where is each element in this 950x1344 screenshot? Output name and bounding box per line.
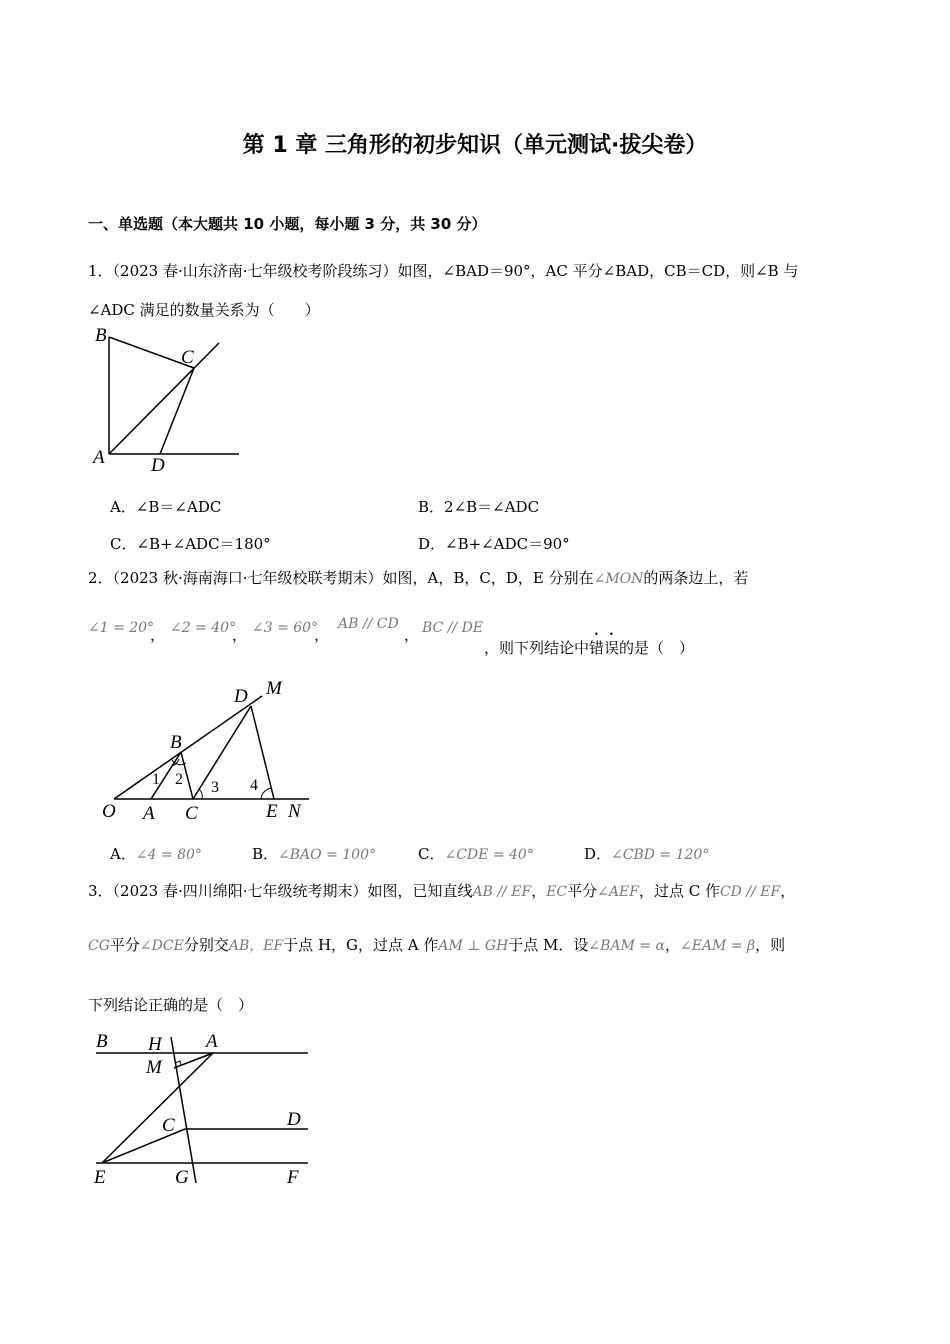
q3-label-c: C [162,1115,175,1136]
q2-option-b[interactable]: B．∠BAO = 100° [252,845,376,863]
q2-emphasis: 错误 [589,639,620,657]
q2-label-a: A [143,803,155,824]
q3-label-d: D [287,1109,301,1130]
q3-stem-line3: 下列结论正确的是（ ） [88,996,254,1014]
q3-label-m: M [146,1057,162,1078]
q1-line-cd [160,368,194,454]
q3-figure [90,1025,320,1195]
q1-figure [88,322,258,477]
q3-label-b: B [96,1031,108,1052]
q2-condition-3: ∠3 = 60° [252,620,319,636]
q3-label-g: G [175,1167,189,1188]
q2-stem-tail: ，则下列结论中错误的是（ ） [484,639,695,657]
q3-line-am [174,1053,213,1068]
q1-label-a: A [93,447,105,468]
q2-figure [96,672,316,827]
q3-label-a: A [206,1031,218,1052]
q1-stem-line1: 1．（2023 春·山东济南·七年级校考阶段练习）如图，∠BAD＝90°，AC 平分∠BAD，CB＝CD，则∠B 与 [88,262,799,280]
q1-option-c[interactable]: C．∠B+∠ADC＝180° [110,535,271,553]
q2-sep-4: ， [404,626,420,644]
q2-label-b: B [170,732,182,753]
q2-stem-text-end: 的两条边上，若 [643,569,749,587]
q2-label-angle-3: 3 [211,779,219,796]
section-heading: 一、单选题（本大题共 10 小题，每小题 3 分，共 30 分） [88,215,487,233]
q2-option-c[interactable]: C．∠CDE = 40° [418,845,534,863]
q2-angle-3-arc [199,789,202,799]
q3-stem-line1: 3．（2023 春·四川绵阳·七年级统考期末）如图，已知直线AB // EF，EC平分∠AEF，过点 C 作CD // EF， [88,882,796,900]
q1-stem-line2: ∠ADC 满足的数量关系为（ ） [88,301,320,319]
q2-condition-1: ∠1 = 20° [88,620,155,636]
q1-label-c: C [181,347,194,368]
q2-label-angle-2: 2 [175,771,183,788]
q1-option-d[interactable]: D．∠B+∠ADC＝90° [418,535,570,553]
q2-stem-line1 [88,567,748,588]
q3-label-h: H [148,1034,162,1055]
q1-option-b[interactable]: B．2∠B＝∠ADC [418,498,540,516]
q2-condition-4: AB // CD [338,616,399,632]
q1-line-ac [109,343,219,454]
q2-angle-mon: ∠MON [593,571,644,587]
q2-label-e: E [266,801,278,822]
q3-line-hg [171,1037,196,1183]
q2-option-d[interactable]: D．∠CBD = 120° [584,845,710,863]
q1-label-b: B [95,325,107,346]
q1-option-a[interactable]: A．∠B＝∠ADC [110,498,222,516]
q2-sep-1: ， [150,626,166,644]
q2-condition-5: BC // DE [422,620,484,636]
q3-stem-line2: CG平分∠DCE分别交AB，EF于点 H，G，过点 A 作AM ⊥ GH于点 M．设∠BAM = α，∠EAM = β，则 [88,936,786,954]
q1-label-d: D [151,455,165,476]
q2-angle-4-arc [261,788,272,799]
q2-label-c: C [185,803,198,824]
q2-sep-3: ， [314,626,330,644]
q2-stem-text: 2．（2023 秋·海南海口·七年级校联考期末）如图，A，B，C，D，E 分别在 [88,569,594,587]
q2-line-om [114,696,262,799]
q2-line-cd [193,706,251,799]
q2-condition-2: ∠2 = 40° [170,620,237,636]
q2-option-a[interactable]: A．∠4 = 80° [110,845,202,863]
q2-label-m: M [266,678,282,699]
q3-label-e: E [94,1167,106,1188]
q2-label-o: O [102,801,116,822]
q3-label-f: F [287,1167,299,1188]
q2-label-angle-4: 4 [250,777,258,794]
q2-label-n: N [288,801,301,822]
page-title: 第 1 章 三角形的初步知识（单元测试·拔尖卷） [242,133,708,158]
q2-sep-2: ， [232,626,248,644]
q2-label-d: D [234,686,248,707]
q2-label-angle-1: 1 [152,771,160,788]
